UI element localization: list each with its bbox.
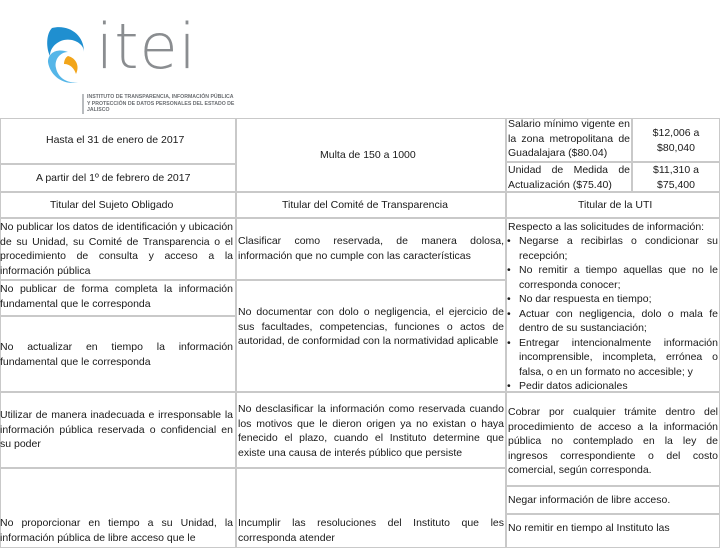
- amount-1: $12,006 a $80,040: [652, 127, 700, 154]
- col3-text-2: Cobrar por cualquier trámite dentro del procedimiento de acceso a la información pública no contemplado en la ley de ingresos correspondiente o del costo comercial, según corresponda.: [508, 406, 718, 476]
- col3-intro: Respecto a las solicitudes de información:: [508, 221, 705, 233]
- header-comite: Titular del Comité de Transparencia: [282, 199, 448, 211]
- col1-text-4: Utilizar de manera inadecuada e irresponsable la información pública reservada o confidencial en su poder: [0, 409, 233, 450]
- col2-text-3: No desclasificar la información como reservada cuando los motivos que le dieron origen ya no existan o haya fenecido el plazo, cuando el Instituto determine que existe una causa de interés público que persiste: [238, 403, 504, 459]
- logo-tagline: INSTITUTO DE TRANSPARENCIA, INFORMACIÓN PÚBLICA Y PROTECCIÓN DE DATOS PERSONALES DEL ESTADO DE JALISCO: [82, 94, 237, 114]
- list-item: • Pedir datos adicionales: [505, 379, 718, 394]
- list-item: • No dar respuesta en tiempo;: [505, 292, 718, 307]
- ref-2: Unidad de Medida de Actualización ($75.40): [508, 164, 630, 191]
- col1-text-5: No proporcionar en tiempo a su Unidad, la información pública de libre acceso que le: [0, 517, 233, 544]
- date-2: A partir del 1º de febrero de 2017: [36, 172, 191, 184]
- col2-text-2: No documentar con dolo o negligencia, el ejercicio de sus facultades, competencias, funciones o actos de autoridad, de conformidad con la normatividad aplicable: [238, 306, 504, 347]
- fine-range: Multa de 150 a 1000: [320, 149, 416, 161]
- header-uti: Titular de la UTI: [578, 199, 653, 211]
- col2-text-4: Incumplir las resoluciones del Instituto que les corresponda atender: [238, 517, 504, 544]
- header-sujeto-obligado: Titular del Sujeto Obligado: [50, 199, 174, 211]
- logo-wordmark: itei: [96, 10, 197, 83]
- list-item: • No remitir a tiempo aquellas que no le corresponda conocer;: [505, 263, 718, 292]
- date-1: Hasta el 31 de enero de 2017: [46, 134, 185, 146]
- col3-text-4: No remitir en tiempo al Instituto las: [508, 522, 670, 534]
- col3-bullet-list: [505, 234, 718, 394]
- list-item: • Negarse a recibirlas o condicionar su recepción;: [505, 234, 718, 263]
- col2-text-1: Clasificar como reservada, de manera dolosa, información que no cumple con las características: [238, 235, 504, 262]
- col1-text-2: No publicar de forma completa la información fundamental que le corresponda: [0, 283, 233, 310]
- col1-text-1: No publicar los datos de identificación y ubicación de su Unidad, su Comité de Transparencia o el procedimiento de consulta y acceso a la información pública: [0, 221, 233, 277]
- list-item: • Entregar intencionalmente información incomprensible, incompleta, errónea o falsa, o en un formato no accesible; y: [505, 336, 718, 380]
- amount-2: $11,310 a $75,400: [653, 164, 699, 191]
- col3-text-3: Negar información de libre acceso.: [508, 494, 671, 506]
- ref-1: Salario mínimo vigente en la zona metropolitana de Guadalajara ($80.04): [508, 118, 630, 159]
- list-item: • Actuar con negligencia, dolo o mala fe dentro de su sustanciación;: [505, 307, 718, 336]
- col1-text-3: No actualizar en tiempo la información fundamental que le corresponda: [0, 341, 233, 368]
